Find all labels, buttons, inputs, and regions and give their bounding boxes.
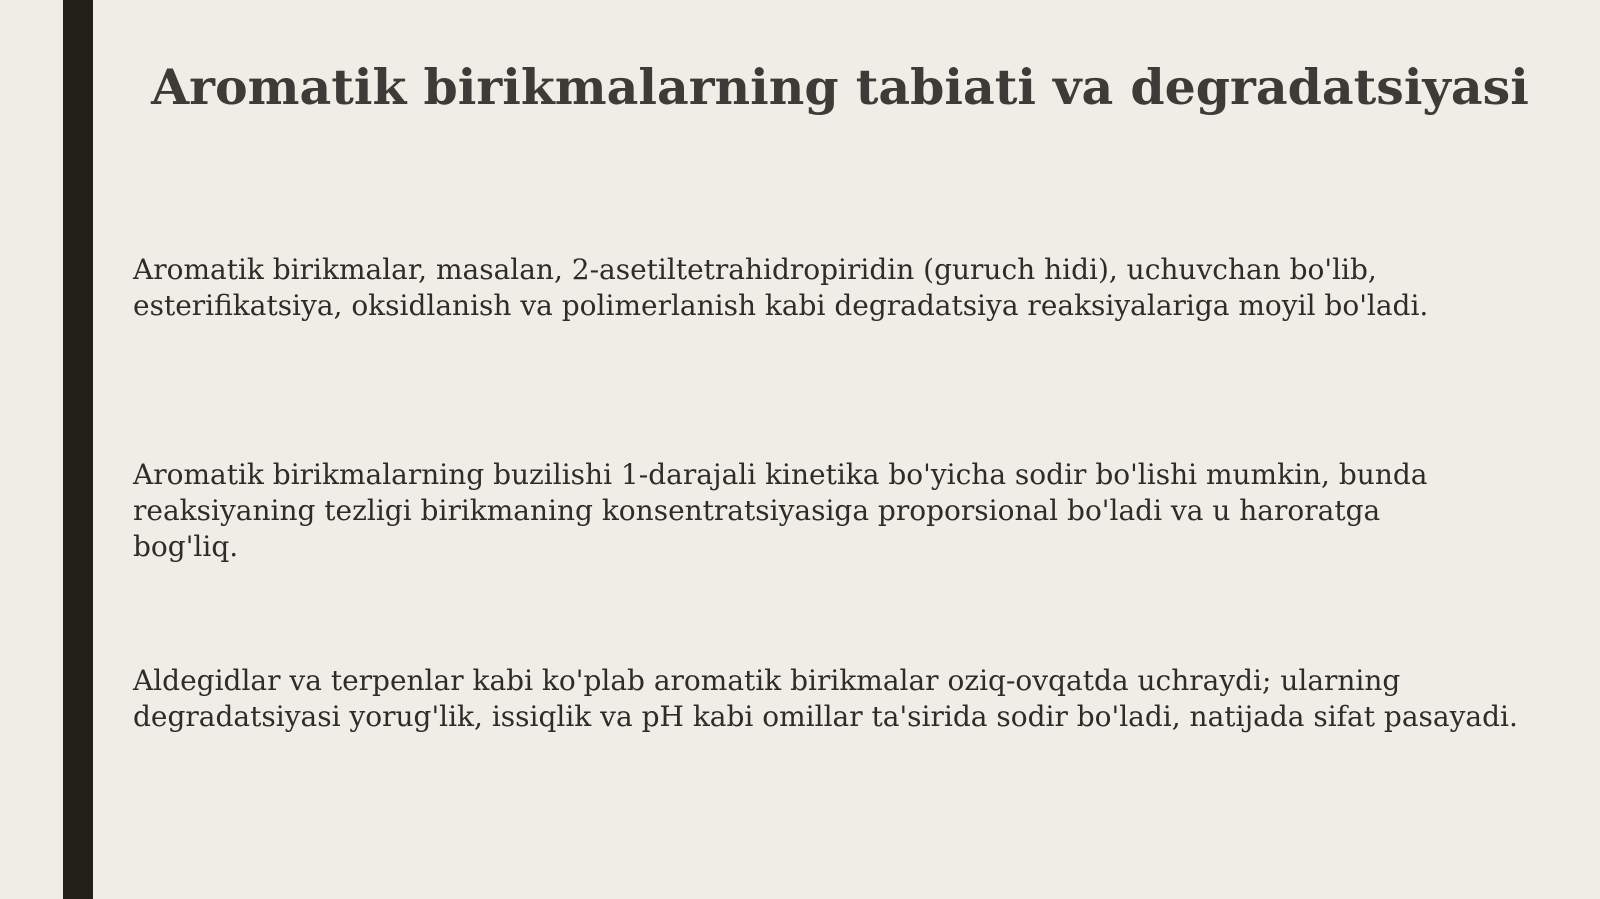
paragraph-2-line-2: reaksiyaning tezligi birikmaning konsentratsiyasiga proporsional bo'ladi va u haroratga (133, 494, 1381, 527)
accent-bar (63, 0, 93, 899)
paragraph-1-line-2: esterifikatsiya, oksidlanish va polimerlanish kabi degradatsiya reaksiyalariga moyil bo'ladi. (133, 289, 1429, 322)
paragraph-2 (133, 457, 1553, 565)
paragraph-3-line-2: degradatsiyasi yorug'lik, issiqlik va pH kabi omillar ta'sirida sodir bo'ladi, natijada sifat pasayadi. (133, 700, 1518, 733)
paragraph-1-line-1: Aromatik birikmalar, masalan, 2-asetiltetrahidropiridin (guruch hidi), uchuvchan bo'lib, (133, 253, 1377, 286)
paragraph-2-line-1: Aromatik birikmalarning buzilishi 1-darajali kinetika bo'yicha sodir bo'lishi mumkin, bunda (133, 458, 1428, 491)
paragraph-2-line-3: bog'liq. (133, 530, 239, 563)
paragraph-1 (133, 252, 1553, 324)
paragraph-3 (133, 663, 1553, 735)
slide-title: Aromatik birikmalarning tabiati va degradatsiyasi (151, 58, 1529, 116)
paragraph-3-line-1: Aldegidlar va terpenlar kabi ko'plab aromatik birikmalar oziq-ovqatda uchraydi; ularning (133, 664, 1401, 697)
